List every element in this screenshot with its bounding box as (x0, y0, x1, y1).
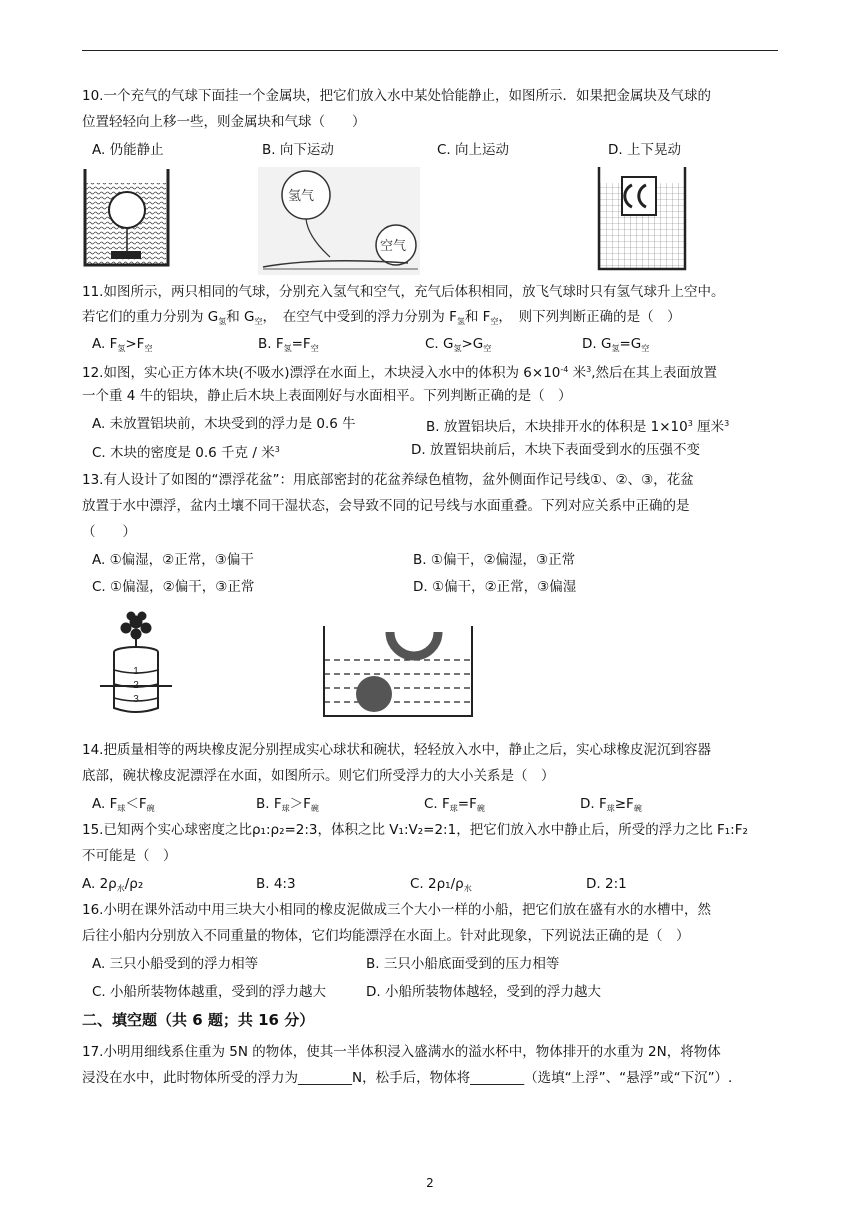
q15-line1: 15.已知两个实心球密度之比ρ₁:ρ₂=2:3，体积之比 V₁:V₂=2:1，把它们放入水中静止后，所受的浮力之比 F₁:F₂ (82, 822, 748, 838)
q14-line1: 14.把质量相等的两块橡皮泥分别捏成实心球状和碗状，轻轻放入水中，静止之后，实心球橡皮泥沉到容器 (82, 742, 711, 758)
q14-option-a: A. $F_球<F_碗$ (92, 796, 155, 813)
q17-line2: 浸没在水中，此时物体所受的浮力为________N，松手后，物体将________（选填“上浮”、“悬浮”或“下沉”）. (82, 1070, 733, 1086)
q10-option-a: A. 仍能静止 (92, 142, 164, 158)
figure-floating-flowerpot (98, 608, 174, 720)
page-number: 2 (426, 1176, 434, 1190)
q12-line2: 一个重 4 牛的铝块，静止后木块上表面刚好与水面相平。下列判断正确的是（ ） (82, 388, 572, 404)
pot-mark-2: 2 (133, 680, 139, 691)
q13-line1: 13.有人设计了如图的“漂浮花盆”：用底部密封的花盆养绿色植物，盆外侧面作记号线①、②、③，花盆 (82, 472, 694, 488)
q11-line2: 若它们的重力分别为 $G_氢$和 $G_空$， 在空气中受到的浮力分别为 $F_氢$和 $F_空$， 则下列判断正确的是（ ） (82, 309, 681, 326)
q15-option-a: A. $2\rho_水/\rho_2$ (82, 876, 144, 893)
q14-option-c: C. $F_球=F_碗$ (424, 796, 485, 813)
header-rule (82, 50, 778, 51)
q15-line2: 不可能是（ ） (82, 848, 177, 864)
q14-line2: 底部，碗状橡皮泥漂浮在水面，如图所示。则它们所受浮力的大小关系是（ ） (82, 768, 555, 784)
q13-option-b: B. ①偏干，②偏湿，③正常 (413, 552, 576, 568)
q12-option-c: C. 木块的密度是 0.6 千克 / 米$^3$ (92, 445, 280, 461)
q15-option-d: D. 2:1 (586, 876, 627, 892)
q11-option-b: B. $F_氢=F_空$ (258, 336, 319, 353)
q13-option-c: C. ①偏湿，②偏干，③正常 (92, 579, 255, 595)
q13-line3: （ ） (82, 524, 136, 540)
q16-option-a: A. 三只小船受到的浮力相等 (92, 956, 259, 972)
q16-line1: 16.小明在课外活动中用三块大小相同的橡皮泥做成三个大小一样的小船，把它们放在盛有水的水槽中，然 (82, 902, 711, 918)
label-hydrogen: 氢气 (288, 188, 315, 203)
figure-wood-block-tank (594, 163, 690, 273)
q16-option-d: D. 小船所装物体越轻，受到的浮力越大 (366, 984, 601, 1000)
q12-line1: 12.如图，实心正方体木块(不吸水)漂浮在水面上，木块浸入水中的体积为 $6\times 10^{-4}$ 米$^3$,然后在其上表面放置 (82, 365, 718, 381)
q17-line1: 17.小明用细线系住重为 5N 的物体，使其一半体积浸入盛满水的溢水杯中，物体排开的水重为 2N，将物体 (82, 1044, 721, 1060)
q10-line2: 位置轻轻向上移一些，则金属块和气球（ ） (82, 114, 366, 130)
q14-option-b: B. $F_球>F_碗$ (256, 796, 319, 813)
q11-line1: 11.如图所示，两只相同的气球，分别充入氢气和空气，充气后体积相同，放飞气球时只有氢气球升上空中。 (82, 284, 725, 300)
figure-hydrogen-air-balloons (258, 167, 420, 275)
q13-option-a: A. ①偏湿，②正常，③偏干 (92, 552, 254, 568)
pot-mark-1: 1 (133, 666, 139, 677)
section-heading-fill-in: 二、填空题（共 6 题；共 16 分） (82, 1011, 315, 1029)
q13-option-d: D. ①偏干，②正常，③偏湿 (413, 579, 577, 595)
pot-mark-3: 3 (133, 694, 139, 705)
q10-line1: 10.一个充气的气球下面挂一个金属块，把它们放入水中某处恰能静止，如图所示．如果把金属块及气球的 (82, 88, 711, 104)
q15-option-b: B. 4:3 (256, 876, 296, 892)
q10-option-d: D. 上下晃动 (608, 142, 681, 158)
q15-option-c: C. $2\rho_1/\rho_水$ (410, 876, 472, 893)
label-air: 空气 (380, 238, 407, 253)
q12-option-b: B. 放置铝块后，木块排开水的体积是 $1\times 10^3$ 厘米$^3$ (426, 419, 730, 435)
figure-balloon-in-water (82, 165, 172, 270)
q12-option-d: D. 放置铝块前后，木块下表面受到水的压强不变 (411, 442, 700, 458)
q11-option-a: A. $F_氢>F_空$ (92, 336, 153, 353)
q13-line2: 放置于水中漂浮，盆内土壤不同干湿状态，会导致不同的记号线与水面重叠。下列对应关系中正确的是 (82, 498, 690, 514)
figure-ball-and-bowl-clay (322, 624, 474, 720)
q12-option-a: A. 未放置铝块前，木块受到的浮力是 0.6 牛 (92, 416, 356, 432)
q16-option-b: B. 三只小船底面受到的压力相等 (366, 956, 560, 972)
q11-option-c: C. $G_氢>G_空$ (425, 336, 492, 353)
q14-option-d: D. $F_球\ge F_碗$ (580, 796, 642, 813)
q11-option-d: D. $G_氢=G_空$ (582, 336, 650, 353)
q16-option-c: C. 小船所装物体越重，受到的浮力越大 (92, 984, 327, 1000)
q16-line2: 后往小船内分别放入不同重量的物体，它们均能漂浮在水面上。针对此现象，下列说法正确的是（ ） (82, 928, 690, 944)
q10-option-c: C. 向上运动 (437, 142, 510, 158)
q10-option-b: B. 向下运动 (262, 142, 334, 158)
